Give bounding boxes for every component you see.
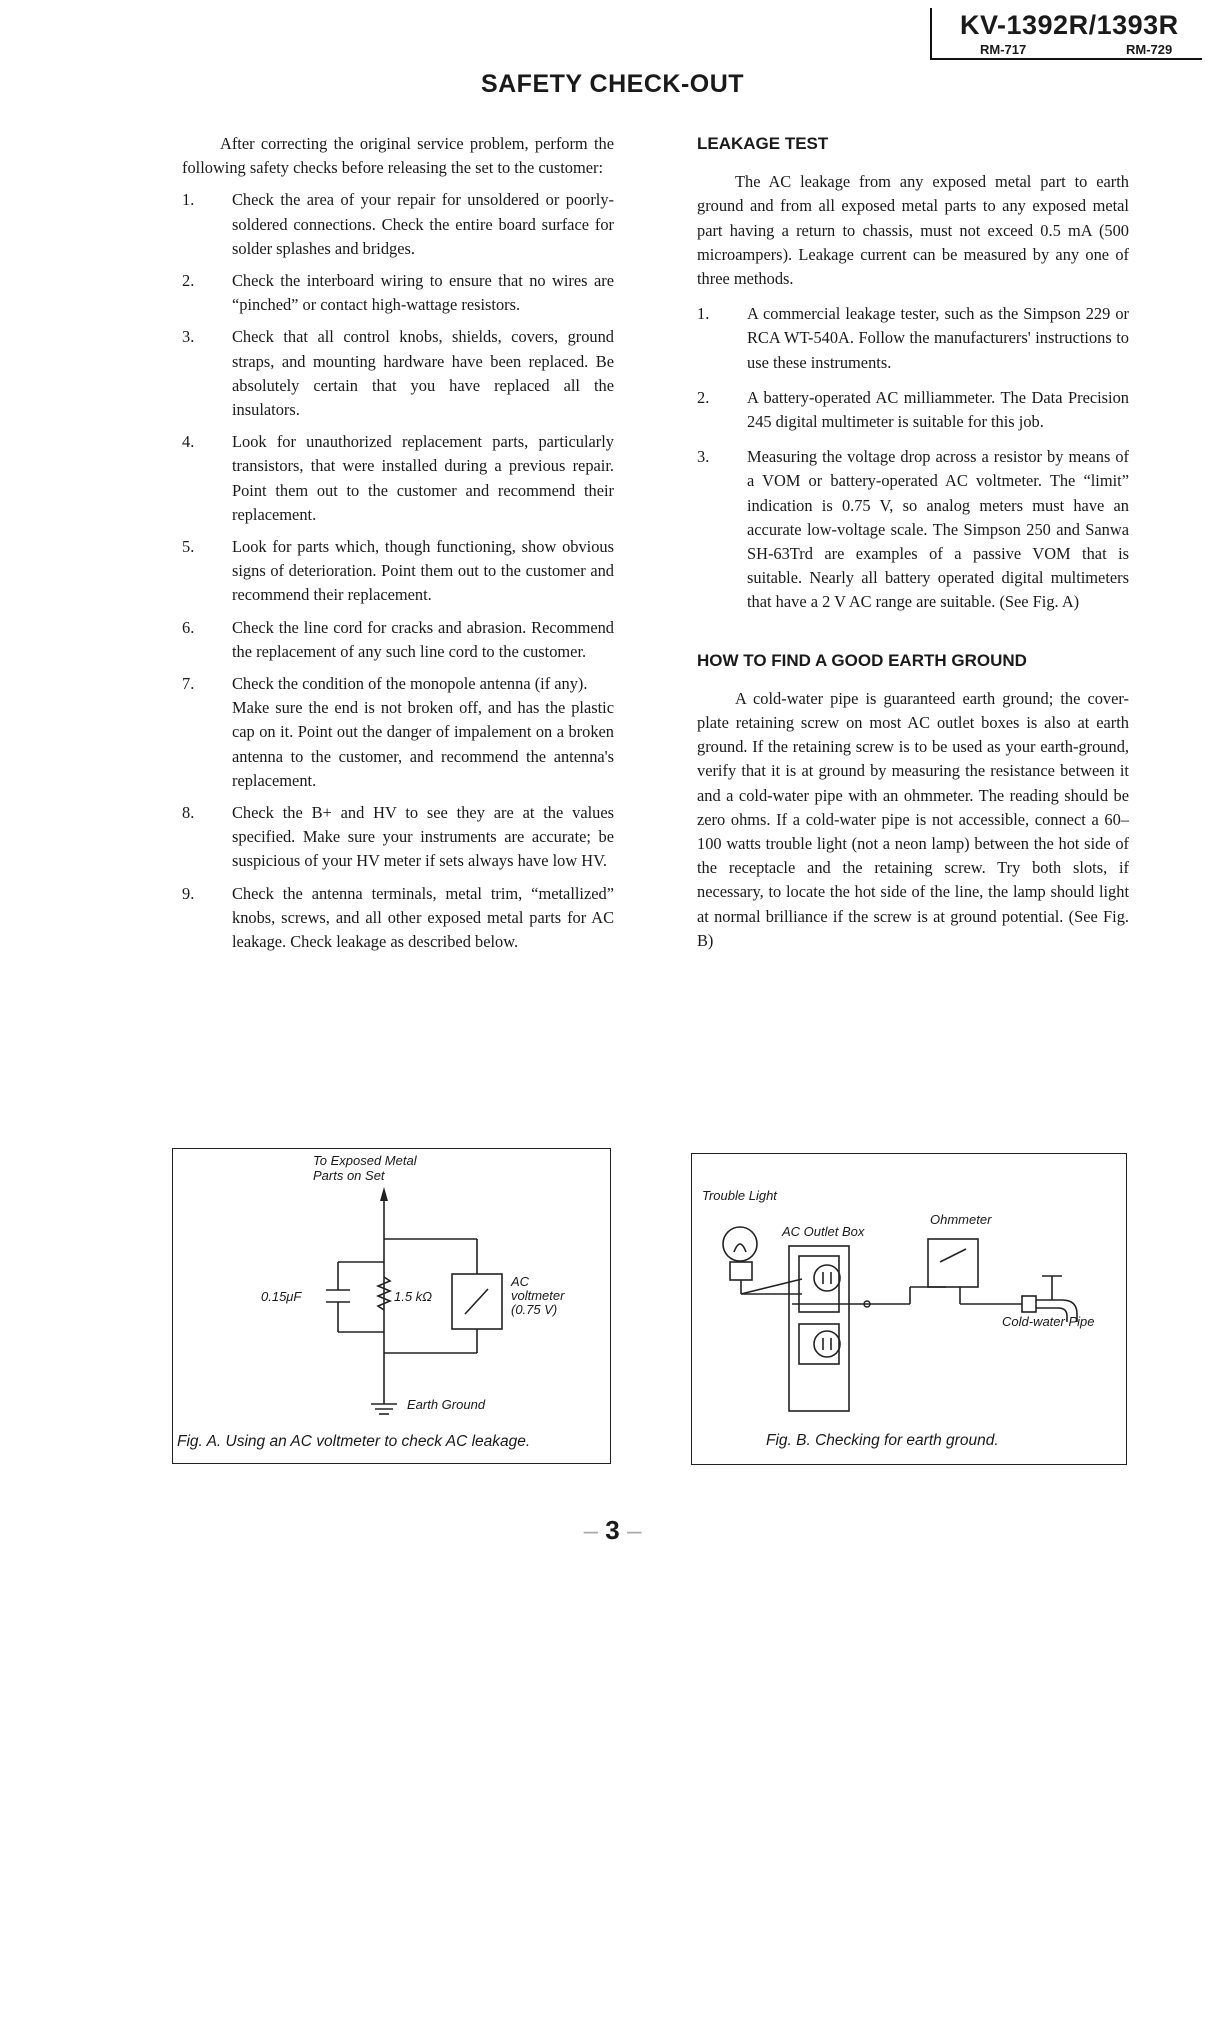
outlet-box-label: AC Outlet Box <box>782 1224 865 1239</box>
checklist-item: 5. Look for parts which, though functioning, show obvious signs of deterioration. Point them out to the customer and recommend their replacement. <box>182 537 614 605</box>
voltmeter-label: AC voltmeter (0.75 V) <box>511 1274 565 1317</box>
earth-ground-paragraph: A cold-water pipe is guaranteed earth ground; the cover-plate retaining screw on most AC outlet boxes is also at earth ground. If the retaining screw is to be used as your earth-ground, verify that it is at ground by measuring the resistance between it and a cold-water pipe with an ohmmeter. The reading should be zero ohms. If a cold-water pipe is not accessible, connect a 60–100 watts trouble light (not a neon lamp) between the hot side of the receptacle and the retaining screw. Try both slots, if necessary, to locate the hot side of the line, the lamp should light at normal brilliance if the screw is at ground potential. (See Fig. B) <box>697 688 1129 950</box>
model-header <box>930 8 1202 60</box>
method-item: 3. Measuring the voltage drop across a resistor by means of a VOM or battery-operated AC voltmeter. The “limit” indication is 0.75 V, so analog meters must have an accurate low-voltage scale. The Simpson 250 and Sanwa SH-63Trd are examples of a passive VOM that is suitable. Nearly all battery operated digital multimeters that have a 2 V AC range are suitable. (See Fig. A) <box>697 447 1129 612</box>
earth-ground-label: Earth Ground <box>407 1397 486 1412</box>
page-number: – 3 – <box>583 1515 642 1545</box>
resistor-value: 1.5 kΩ <box>394 1289 433 1304</box>
intro-paragraph: After correcting the original service problem, perform the following safety checks before releasing the set to the customer: <box>182 134 614 178</box>
figure-a <box>172 1148 611 1464</box>
capacitor-value: 0.15μF <box>261 1289 302 1304</box>
checklist-item: 1. Check the area of your repair for unsoldered or poorly-soldered connections. Check the entire board surface for solder splashes and bridges. <box>182 190 614 258</box>
figure-a-caption: Fig. A. Using an AC voltmeter to check AC leakage. <box>177 1433 531 1450</box>
checklist-item: 3. Check that all control knobs, shields, covers, ground straps, and mounting hardware have been replaced. Be absolutely certain that you have replaced all the insulators. <box>182 327 614 420</box>
checklist-item: 9. Check the antenna terminals, metal trim, “metallized” knobs, screws, and all other exposed metal parts for AC leakage. Check leakage as described below. <box>182 883 614 952</box>
method-item: 1. A commercial leakage tester, such as the Simpson 229 or RCA WT-540A. Follow the manufacturers' instructions to use these instruments. <box>697 304 1129 372</box>
right-column <box>697 132 1129 953</box>
remote-model-2: RM-729 <box>1126 42 1173 57</box>
ohmmeter-label: Ohmmeter <box>930 1212 992 1227</box>
figure-b <box>691 1153 1127 1465</box>
safety-checklist <box>182 188 614 954</box>
page-title: SAFETY CHECK-OUT <box>480 70 745 98</box>
leakage-methods <box>697 302 1129 614</box>
checklist-item: 6. Check the line cord for cracks and abrasion. Recommend the replacement of any such line cord to the customer. <box>182 617 614 661</box>
remote-model-1: RM-717 <box>980 42 1027 57</box>
checklist-item: 8. Check the B+ and HV to see they are at the values specified. Make sure your instruments are accurate; be suspicious of your HV meter if sets always have low HV. <box>182 803 614 871</box>
cold-water-pipe-label: Cold-water Pipe <box>1002 1314 1095 1329</box>
checklist-item: 4. Look for unauthorized replacement parts, particularly transistors, that were installed during a previous repair. Point them out to the customer and recommend their replacement. <box>182 432 614 524</box>
checklist-item: 2. Check the interboard wiring to ensure that no wires are “pinched” or contact high-wattage resistors. <box>182 271 614 315</box>
figure-b-caption: Fig. B. Checking for earth ground. <box>766 1432 999 1449</box>
earth-ground-heading: HOW TO FIND A GOOD EARTH GROUND <box>697 650 1027 670</box>
method-item: 2. A battery-operated AC milliammeter. The Data Precision 245 digital multimeter is suitable for this job. <box>697 387 1129 432</box>
model-number: KV-1392R/1393R <box>960 10 1179 40</box>
checklist-item: 7. Check the condition of the monopole antenna (if any). Make sure the end is not broken off, and has the plastic cap on it. Point out the danger of impalement on a broken antenna to the customer, and recommend the antenna's replacement. <box>182 674 614 790</box>
exposed-metal-label: To Exposed Metal Parts on Set <box>313 1153 417 1183</box>
leakage-test-heading: LEAKAGE TEST <box>697 134 829 153</box>
trouble-light-label: Trouble Light <box>702 1188 777 1203</box>
leakage-intro: The AC leakage from any exposed metal part to earth ground and from all exposed metal parts to any exposed metal part having a return to chassis, must not exceed 0.5 mA (500 microampers). Leakage current can be measured by any one of three methods. <box>697 172 1129 289</box>
left-column <box>182 132 614 954</box>
